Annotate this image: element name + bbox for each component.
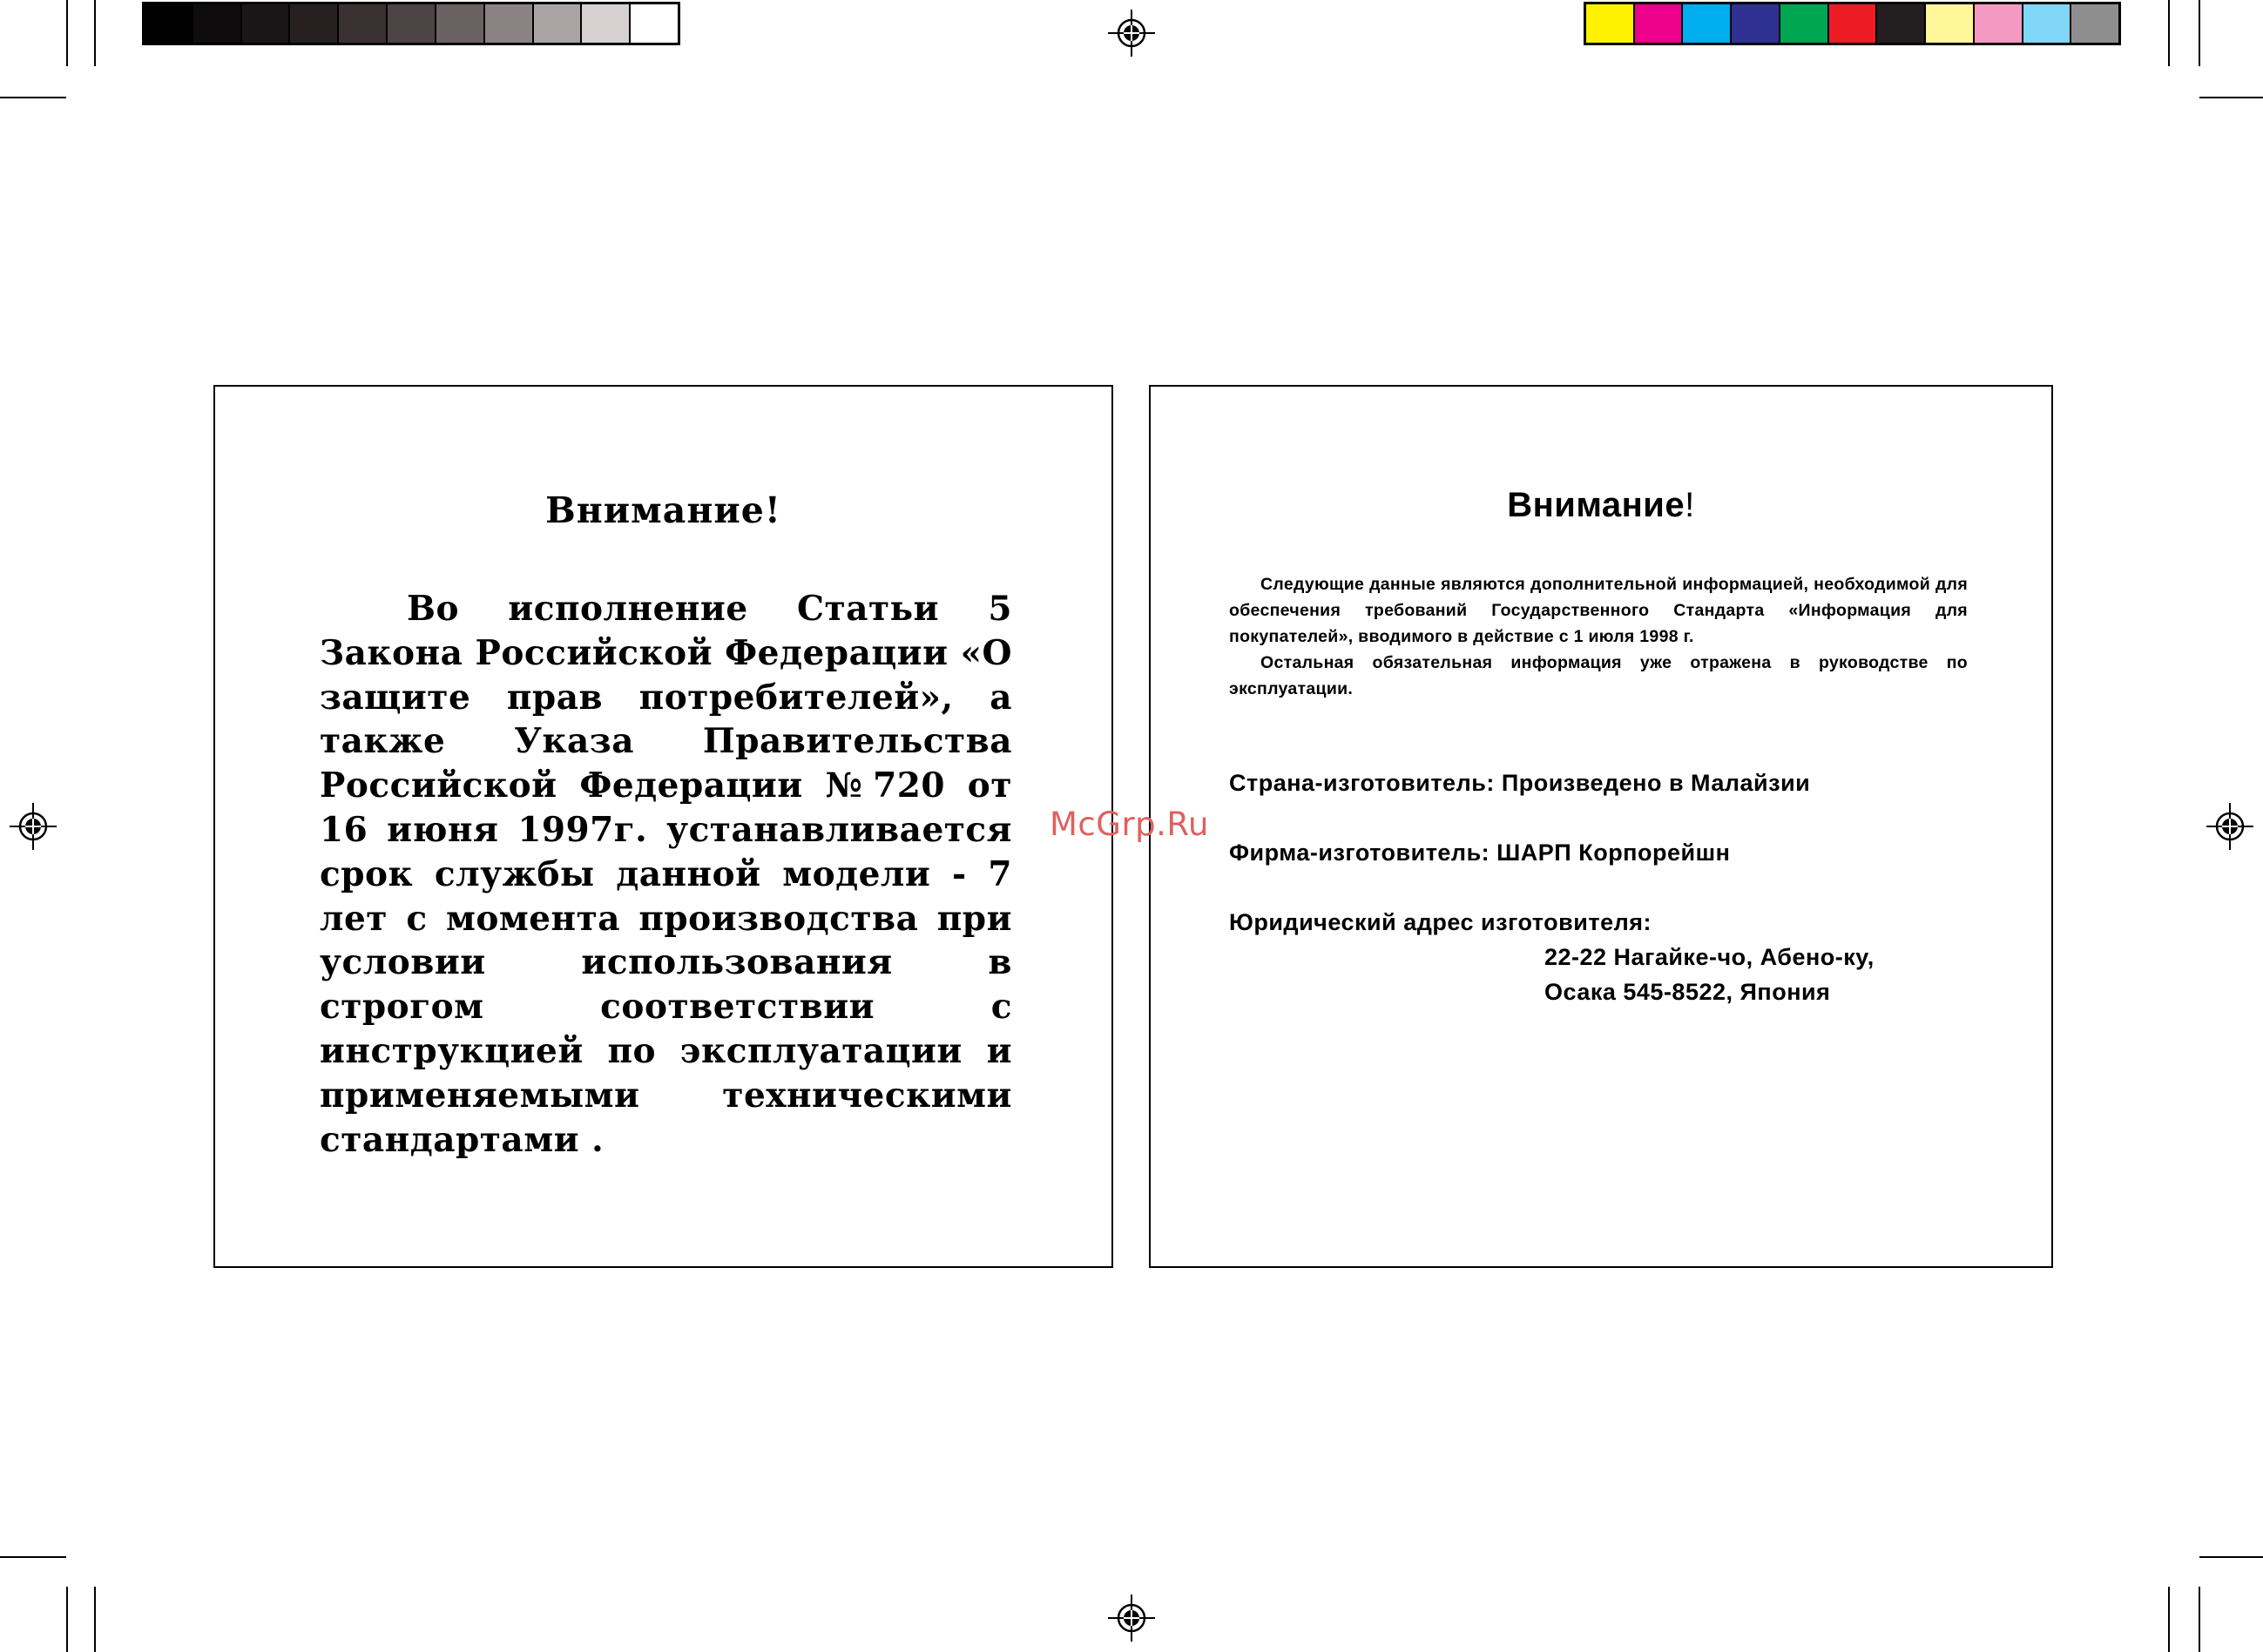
address-line-2: Осака 545-8522, Япония [1544,979,1831,1005]
crop-mark [0,97,66,98]
crop-mark [0,1556,66,1558]
service-life-text: Во исполнение Статьи 5 Закона Российской Федерации «О защите прав потребителей», а также Указа Правительства Российской Федерации №720 от 16 июня 1997г. устанавливается срок службы данной модели - 7 лет с момента производства при условии использования в строгом соответствии с инструкцией по эксплуатации и применяемыми техническими стандартами . [320,589,1012,1160]
color-swatch [1926,4,1975,43]
color-swatch [290,4,339,43]
right-panel-title [1151,486,2051,525]
registration-mark-icon [10,803,57,850]
color-swatch [582,4,631,43]
color-bar [1584,2,2121,45]
color-swatch [1780,4,1829,43]
crop-mark [2168,1587,2170,1652]
info-paragraph-1: Следующие данные являются дополнительной информацией, необходимой для обеспечения требований Государственного Стандарта «Информация для покупателей», вводимого в действие с 1 июля 1998 г. [1229,575,1968,646]
color-swatch [242,4,291,43]
right-title-text: Внимание [1507,486,1685,524]
right-notice-panel [1149,385,2053,1268]
watermark: McGrp.Ru [1050,806,1209,843]
color-swatch [1877,4,1926,43]
color-swatch [1975,4,2023,43]
color-swatch [1586,4,1635,43]
info-paragraph-2: Остальная обязательная информация уже отражена в руководстве по эксплуатации. [1229,653,1968,698]
address-line-1: 22-22 Нагайке-чо, Абено-ку, [1544,944,1875,970]
crop-mark [2168,0,2170,66]
crop-mark [94,1587,96,1652]
color-swatch [1635,4,1684,43]
color-swatch [193,4,242,43]
right-title-exclamation: ! [1685,486,1695,524]
crop-mark [66,0,68,66]
color-swatch [2023,4,2072,43]
left-notice-panel [213,385,1113,1268]
crop-mark [2199,1587,2200,1652]
legal-address-label: Юридический адрес изготовителя: [1229,909,1652,935]
gray-scale-bar [142,2,680,45]
crop-mark [2199,1556,2263,1558]
left-panel-title: Внимание! [545,489,781,531]
color-swatch [339,4,388,43]
color-swatch [2071,4,2118,43]
registration-mark-icon [2206,803,2253,850]
color-swatch [534,4,583,43]
crop-mark [94,0,96,66]
registration-mark-icon [1108,10,1155,57]
color-swatch [1683,4,1732,43]
color-swatch [1732,4,1780,43]
manufacturer: Фирма-изготовитель: ШАРП Корпорейшн [1229,839,1731,866]
crop-mark [2199,0,2200,66]
color-swatch [388,4,436,43]
color-swatch [145,4,193,43]
country-of-origin: Страна-изготовитель: Произведено в Малайзии [1229,770,1811,796]
additional-info [1229,571,1968,702]
color-swatch [436,4,485,43]
crop-mark [2199,97,2263,98]
registration-mark-icon [1108,1595,1155,1642]
color-swatch [631,4,678,43]
crop-mark [66,1587,68,1652]
color-swatch [1829,4,1878,43]
color-swatch [485,4,534,43]
